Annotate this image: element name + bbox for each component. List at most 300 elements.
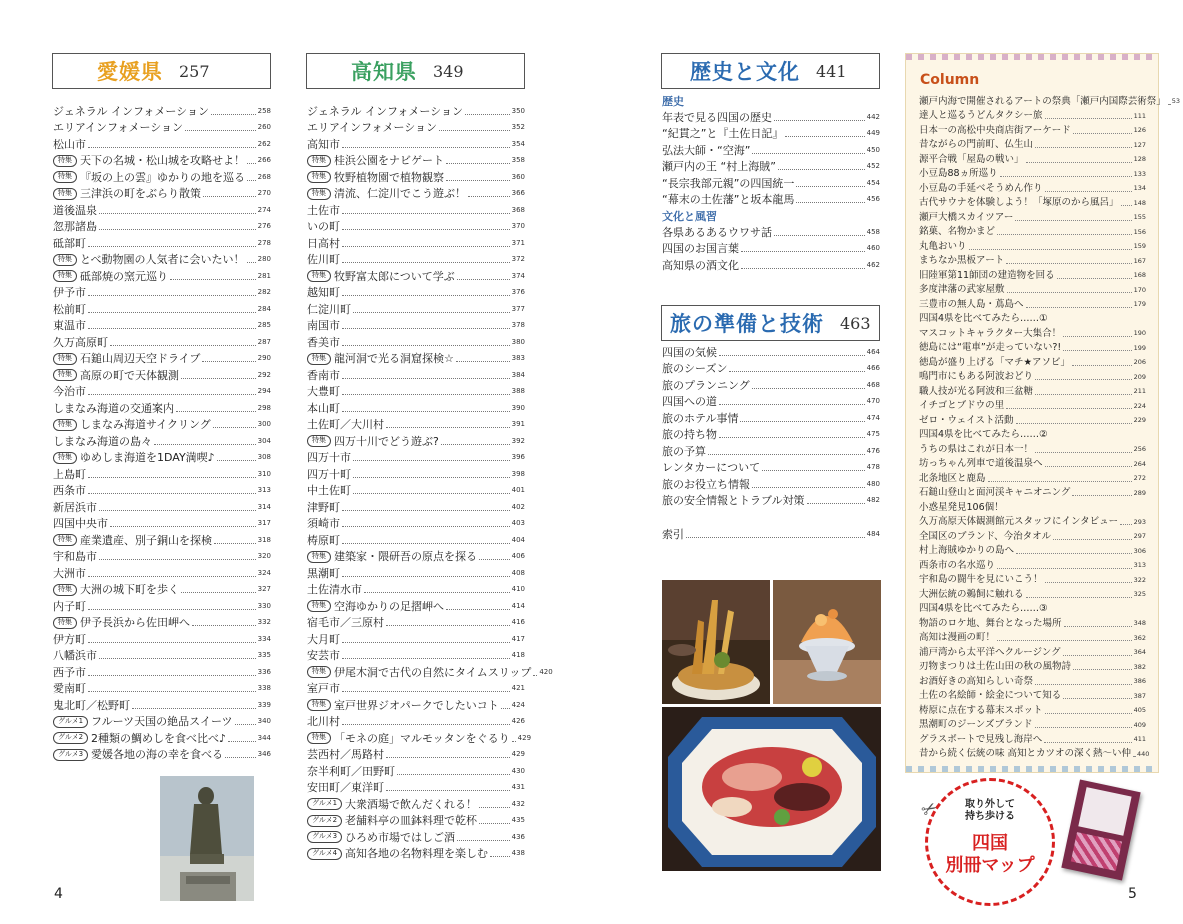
toc-entry bbox=[53, 483, 271, 500]
kochi-list bbox=[307, 103, 553, 862]
entry-page: 386 bbox=[1133, 677, 1146, 685]
toc-entry bbox=[307, 763, 525, 780]
toc-entry bbox=[662, 175, 880, 192]
entry-page: 352 bbox=[511, 123, 525, 132]
entry-label: イチゴとブドウの里 bbox=[919, 400, 1005, 411]
entry-label: 安芸市 bbox=[307, 649, 340, 663]
entry-page: 266 bbox=[257, 156, 271, 165]
column-entry bbox=[919, 254, 1146, 269]
entry-label: 土佐の名絵師・絵金について知る bbox=[919, 690, 1062, 701]
entry-label: ひろめ市場ではしご酒 bbox=[345, 830, 456, 844]
entry-label: 源平合戦「屋島の戦い」 bbox=[919, 153, 1024, 165]
tag-badge: 特集 bbox=[53, 534, 77, 546]
entry-label: ジェネラル インフォメーション bbox=[53, 104, 209, 118]
toc-entry bbox=[307, 400, 525, 417]
ehime-page: 257 bbox=[179, 61, 210, 81]
entry-label: 久万高原天体観測館元スタッフにインタビュー bbox=[919, 516, 1119, 527]
entry-label: 三豊市の無人島・蔦島へ bbox=[919, 298, 1024, 310]
column-entry bbox=[919, 486, 1146, 501]
entry-label: 高知県の酒文化 bbox=[662, 258, 739, 272]
entry-page: 370 bbox=[511, 222, 525, 231]
entry-label: 建築家・隈研吾の原点を探る bbox=[334, 550, 477, 564]
entry-label: 内子町 bbox=[53, 599, 86, 613]
column-entry bbox=[919, 370, 1146, 385]
entry-page: 424 bbox=[511, 700, 525, 709]
entry-page: 476 bbox=[866, 446, 880, 455]
toc-entry bbox=[307, 367, 525, 384]
entry-label: 土佐市 bbox=[307, 203, 340, 217]
entry-page: 416 bbox=[511, 618, 525, 627]
entry-label: 多度津藩の武家屋敷 bbox=[919, 284, 1005, 295]
column-entry bbox=[919, 674, 1146, 689]
column-entry bbox=[919, 384, 1146, 399]
entry-label: 梼原町 bbox=[307, 533, 340, 547]
toc-entry bbox=[53, 582, 271, 599]
entry-label: 仁淀川町 bbox=[307, 302, 351, 316]
column-entry bbox=[919, 225, 1146, 240]
column-entry bbox=[919, 732, 1146, 747]
toc-entry bbox=[662, 443, 880, 460]
tag-badge: 特集 bbox=[53, 270, 77, 282]
tag-badge: 特集 bbox=[307, 666, 331, 678]
entry-page: 392 bbox=[511, 436, 525, 445]
entry-label: 大衆酒場で飲んだくれる！ bbox=[345, 797, 478, 811]
entry-label: 忽那諸島 bbox=[53, 220, 97, 234]
entry-label: 伊尾木洞で古代の自然にタイムスリップ bbox=[334, 665, 532, 679]
entry-label: うちの県はこれが日本一！ bbox=[919, 443, 1034, 455]
entry-label: 新居浜市 bbox=[53, 500, 97, 514]
entry-label: 各県あるあるウワサ話 bbox=[662, 225, 772, 239]
toc-entry bbox=[307, 499, 525, 516]
entry-page: 417 bbox=[511, 634, 525, 643]
entry-label: 銘菓、名物かまど bbox=[919, 226, 996, 237]
entry-label: エリアインフォメーション bbox=[53, 121, 184, 135]
entry-label: 砥部焼の窯元巡り bbox=[80, 269, 168, 283]
toc-entry bbox=[662, 241, 880, 258]
entry-page: 405 bbox=[1133, 706, 1146, 714]
toc-entry bbox=[307, 598, 525, 615]
entry-page: 327 bbox=[257, 585, 271, 594]
column-entry bbox=[919, 138, 1146, 153]
column-entry bbox=[919, 747, 1150, 762]
toc-entry bbox=[307, 780, 525, 797]
toc-entry bbox=[662, 410, 880, 427]
entry-label: 日高村 bbox=[307, 236, 340, 250]
entry-page: 436 bbox=[511, 832, 525, 841]
toc-entry bbox=[53, 433, 271, 450]
entry-label: 室戸世界ジオパークでしたいコト bbox=[334, 698, 499, 712]
column-entry bbox=[919, 210, 1146, 225]
entry-page: 278 bbox=[257, 238, 271, 247]
entry-label: 宇和島市 bbox=[53, 550, 97, 564]
toc-entry bbox=[662, 476, 880, 493]
entry-page: 168 bbox=[1133, 271, 1146, 279]
entry-label: 丸亀おいり bbox=[919, 240, 967, 252]
entry-page: 466 bbox=[866, 364, 880, 373]
entry-label: 昔ながらの門前町、仏生山 bbox=[919, 139, 1034, 150]
entry-page: 402 bbox=[511, 502, 525, 511]
page-number-left: 4 bbox=[54, 886, 63, 902]
section-heading: 文化と風習 bbox=[662, 210, 717, 223]
promo-line1: 取り外して bbox=[965, 799, 1015, 810]
toc-entry bbox=[662, 377, 880, 394]
entry-label: 牧野植物園で植物観察 bbox=[334, 170, 444, 184]
toc-entry bbox=[307, 186, 525, 203]
entry-page: 358 bbox=[511, 156, 525, 165]
entry-page: 320 bbox=[257, 552, 271, 561]
entry-label: 愛媛各地の海の幸を食べる bbox=[91, 748, 224, 762]
column-entry bbox=[919, 196, 1146, 211]
toc-entry bbox=[307, 417, 525, 434]
entry-page: 348 bbox=[1133, 619, 1146, 627]
entry-label: 昔から続く伝統の味 高知とカツオの深く熱～い仲 bbox=[919, 748, 1132, 759]
toc-entry bbox=[53, 565, 271, 582]
entry-page: 475 bbox=[866, 430, 880, 439]
tag-badge: 特集 bbox=[53, 254, 77, 266]
toc-entry bbox=[53, 697, 271, 714]
toc-entry bbox=[307, 268, 525, 285]
entry-page: 211 bbox=[1133, 387, 1146, 395]
toc-entry bbox=[307, 664, 553, 681]
entry-label: “紀貫之”と『土佐日記』 bbox=[662, 127, 784, 141]
entry-page: 336 bbox=[257, 667, 271, 676]
tag-badge: 特集 bbox=[307, 699, 331, 711]
toc-entry bbox=[53, 450, 271, 467]
entry-page: 454 bbox=[866, 178, 880, 187]
entry-page: 322 bbox=[1133, 575, 1146, 584]
tag-badge: 特集 bbox=[53, 171, 77, 183]
entry-label: 浦戸湾から太平洋へクルージング bbox=[919, 646, 1061, 658]
entry-label: 西予市 bbox=[53, 665, 86, 679]
tag-badge: グルメ3 bbox=[307, 831, 342, 843]
column-entry bbox=[919, 152, 1146, 167]
entry-label: 八幡浜市 bbox=[53, 649, 97, 663]
column-entry bbox=[919, 109, 1146, 124]
entry-label: まちなか黒板アート bbox=[919, 255, 1005, 266]
toc-entry bbox=[53, 103, 271, 120]
toc-entry bbox=[53, 631, 271, 648]
toc-entry bbox=[307, 631, 525, 648]
entry-label: グラスボートで見残し海岸へ bbox=[919, 733, 1043, 745]
entry-page: 401 bbox=[511, 486, 525, 495]
toc-entry bbox=[307, 813, 525, 830]
entry-label: お酒好きの高知らしい奇祭 bbox=[919, 675, 1034, 687]
entry-label: 四国4県を比べてみたら……③ bbox=[919, 603, 1048, 614]
column-entry bbox=[919, 645, 1146, 660]
tag-badge: グルメ1 bbox=[307, 798, 342, 810]
toc-entry bbox=[53, 384, 271, 401]
entry-label: 黒潮町 bbox=[307, 566, 340, 580]
entry-label: しまなみ海道サイクリング bbox=[80, 418, 211, 432]
toc-entry bbox=[307, 615, 525, 632]
entry-page: 298 bbox=[257, 403, 271, 412]
entry-page: 313 bbox=[1133, 561, 1146, 569]
column-entry bbox=[919, 428, 1146, 443]
entry-label: 桂浜公園をナビゲート bbox=[334, 154, 444, 168]
tag-badge: 特集 bbox=[53, 155, 77, 167]
column-entry bbox=[919, 94, 1180, 109]
entry-label: 東温市 bbox=[53, 319, 86, 333]
entry-page: 284 bbox=[257, 304, 271, 313]
entry-label: 徳島が盛り上げる「マチ★アソビ」 bbox=[919, 356, 1071, 368]
entry-page: 449 bbox=[866, 129, 880, 138]
entry-page: 285 bbox=[257, 321, 271, 330]
toc-entry bbox=[53, 351, 271, 368]
entry-label: しまなみ海道の交通案内 bbox=[53, 401, 174, 415]
toc-entry bbox=[662, 224, 880, 241]
entry-page: 300 bbox=[257, 420, 271, 429]
entry-page: 264 bbox=[1133, 459, 1146, 468]
toc-entry bbox=[53, 334, 271, 351]
column-entry bbox=[919, 123, 1146, 138]
entry-page: 438 bbox=[511, 849, 525, 858]
entry-label: 大月町 bbox=[307, 632, 340, 646]
entry-label: 旅の持ち物 bbox=[662, 428, 717, 442]
toc-entry bbox=[53, 252, 271, 269]
toc-entry bbox=[53, 120, 271, 137]
entry-label: 高知各地の名物料理を楽しむ bbox=[345, 847, 489, 861]
toc-entry bbox=[307, 714, 525, 731]
entry-label: 四国への道 bbox=[662, 395, 717, 409]
tag-badge: 特集 bbox=[53, 369, 77, 381]
entry-label: 職人技が光る阿波和三盆糖 bbox=[919, 385, 1034, 397]
column-entry bbox=[919, 413, 1146, 428]
entry-page: 314 bbox=[257, 502, 271, 511]
entry-label: 牧野富太郎について学ぶ bbox=[334, 269, 455, 283]
entry-page: 371 bbox=[511, 238, 525, 247]
entry-page: 408 bbox=[511, 568, 525, 577]
entry-page: 133 bbox=[1133, 169, 1146, 178]
column-entry bbox=[919, 167, 1146, 182]
column-entry bbox=[919, 529, 1146, 544]
entry-label: 物語のロケ地、舞台となった場所 bbox=[919, 617, 1062, 629]
entry-label: 四国中央市 bbox=[53, 517, 108, 531]
entry-label: 黒潮町のジーンズブランド bbox=[919, 719, 1033, 730]
entry-page: 281 bbox=[257, 271, 271, 280]
entry-page: 380 bbox=[511, 337, 525, 346]
tag-badge: グルメ4 bbox=[307, 848, 342, 860]
entry-label: 西条市の名水巡り bbox=[919, 559, 996, 571]
column-entry bbox=[919, 399, 1146, 414]
entry-page: 468 bbox=[866, 380, 880, 389]
entry-page: 396 bbox=[511, 453, 525, 462]
column-entry bbox=[919, 631, 1146, 646]
entry-label: 愛南町 bbox=[53, 682, 86, 696]
entry-page: 398 bbox=[511, 469, 525, 478]
entry-page: 260 bbox=[257, 123, 271, 132]
entry-page: 268 bbox=[257, 172, 271, 181]
scissors-icon: ✂ bbox=[917, 796, 942, 823]
toc-entry bbox=[53, 169, 271, 186]
entry-page: 456 bbox=[866, 195, 880, 204]
entry-page: 53 bbox=[1171, 97, 1180, 105]
entry-page: 258 bbox=[257, 106, 271, 115]
tag-badge: 特集 bbox=[307, 155, 331, 167]
entry-label: 宇和島の闘牛を見にいこう！ bbox=[919, 574, 1043, 585]
entry-label: 老舗料亭の皿鉢料理で乾杯 bbox=[345, 814, 478, 828]
katsuo-photo bbox=[662, 707, 881, 871]
entry-label: 四万十町 bbox=[307, 467, 351, 481]
entry-page: 388 bbox=[511, 387, 525, 396]
entry-page: 167 bbox=[1133, 256, 1146, 265]
tag-badge: グルメ3 bbox=[53, 749, 88, 761]
entry-label: 旅のプランニング bbox=[662, 378, 750, 392]
toc-entry bbox=[307, 829, 525, 846]
tag-badge: グルメ1 bbox=[53, 716, 88, 728]
entry-page: 431 bbox=[511, 783, 525, 792]
toc-entry bbox=[307, 120, 525, 137]
entry-label: 弘法大師・“空海” bbox=[662, 143, 751, 157]
entry-label: 大洲市 bbox=[53, 566, 86, 580]
toc-entry bbox=[53, 153, 271, 170]
page-number-right: 5 bbox=[1128, 886, 1137, 902]
kochi-title: 高知県 bbox=[351, 60, 417, 84]
entry-label: ゆめしま海道を1DAY満喫♪ bbox=[80, 451, 215, 465]
entry-label: 大豊町 bbox=[307, 385, 340, 399]
entry-page: 318 bbox=[257, 535, 271, 544]
entry-page: 350 bbox=[511, 106, 525, 115]
entry-label: 鳴門市にもある阿波おどり bbox=[919, 371, 1034, 382]
toc-entry bbox=[662, 109, 880, 126]
entry-label: 四万十川でどう遊ぶ? bbox=[334, 434, 439, 448]
entry-page: 440 bbox=[1137, 749, 1150, 758]
toc-entry bbox=[307, 285, 525, 302]
entry-page: 435 bbox=[511, 816, 525, 825]
toc-entry bbox=[307, 846, 525, 863]
tag-badge: 特集 bbox=[53, 419, 77, 431]
entry-label: 年表で見る四国の歴史 bbox=[662, 110, 772, 124]
entry-page: 274 bbox=[257, 205, 271, 214]
prep-title: 旅の準備と技術 bbox=[670, 312, 824, 336]
entry-page: 368 bbox=[511, 205, 525, 214]
tag-badge: 特集 bbox=[307, 551, 331, 563]
entry-page: 287 bbox=[257, 337, 271, 346]
column-entry bbox=[919, 573, 1146, 588]
entry-page: 478 bbox=[866, 463, 880, 472]
prep-page: 463 bbox=[840, 313, 871, 333]
column-entry bbox=[919, 544, 1146, 559]
entry-page: 366 bbox=[511, 189, 525, 198]
toc-entry bbox=[53, 648, 271, 665]
entry-page: 429 bbox=[517, 733, 532, 742]
toc-entry bbox=[662, 192, 880, 209]
column-box bbox=[905, 53, 1180, 773]
entry-page: 460 bbox=[866, 244, 880, 253]
column-entry bbox=[919, 660, 1146, 675]
tag-badge: 特集 bbox=[53, 188, 77, 200]
column-entry bbox=[919, 558, 1146, 573]
toc-entry bbox=[53, 714, 271, 731]
entry-page: 403 bbox=[511, 519, 525, 528]
column-entry bbox=[919, 689, 1146, 704]
entry-label: 奈半利町／田野町 bbox=[307, 764, 395, 778]
toc-entry bbox=[307, 169, 525, 186]
entry-label: 刃物まつりは土佐山田の秋の風物詩 bbox=[919, 661, 1072, 672]
entry-page: 156 bbox=[1133, 227, 1146, 236]
toc-entry bbox=[662, 126, 880, 143]
toc-entry bbox=[307, 136, 525, 153]
entry-page: 360 bbox=[511, 172, 525, 181]
map-booklet bbox=[1061, 780, 1140, 881]
entry-page: 148 bbox=[1133, 198, 1146, 207]
entry-label: 砥部町 bbox=[53, 236, 86, 250]
entry-page: 450 bbox=[866, 145, 880, 154]
tag-badge: 特集 bbox=[307, 600, 331, 612]
toc-entry bbox=[53, 516, 271, 533]
entry-label: 小豆島88ヵ所巡り bbox=[919, 168, 998, 179]
column-entry bbox=[919, 312, 1146, 327]
toc-entry bbox=[307, 796, 525, 813]
entry-label: エリアインフォメーション bbox=[307, 121, 438, 135]
toc-entry bbox=[307, 384, 525, 401]
entry-page: 127 bbox=[1133, 140, 1146, 149]
tag-badge: 特集 bbox=[53, 584, 77, 596]
entry-label: 空海ゆかりの足摺岬へ bbox=[334, 599, 444, 613]
toc-entry bbox=[53, 202, 271, 219]
entry-label: いの町 bbox=[307, 220, 340, 234]
toc-entry bbox=[307, 648, 525, 665]
entry-page: 409 bbox=[1133, 720, 1146, 729]
tag-badge: 特集 bbox=[307, 171, 331, 183]
entry-page: 324 bbox=[257, 568, 271, 577]
entry-label: 旅のお役立ち情報 bbox=[662, 477, 750, 491]
entry-label: 徳島には“電車”が走っていない?! bbox=[919, 342, 1062, 353]
column-entry bbox=[919, 515, 1146, 530]
entry-page: 128 bbox=[1133, 155, 1146, 163]
entry-page: 317 bbox=[257, 519, 271, 528]
column-entry bbox=[919, 239, 1146, 254]
entry-page: 304 bbox=[257, 436, 271, 445]
statue-photo bbox=[160, 776, 254, 901]
column-title: Column bbox=[920, 72, 980, 88]
toc-entry bbox=[307, 697, 525, 714]
toc-entry bbox=[53, 301, 271, 318]
entry-page: 406 bbox=[511, 552, 525, 561]
entry-page: 390 bbox=[511, 403, 525, 412]
toc-entry bbox=[662, 257, 880, 274]
entry-label: 道後温泉 bbox=[53, 203, 97, 217]
toc-entry bbox=[53, 318, 271, 335]
index-label: 索引 bbox=[662, 527, 684, 541]
tag-badge: 特集 bbox=[307, 353, 331, 365]
toc-entry bbox=[662, 159, 880, 176]
entry-label: しまなみ海道の島々 bbox=[53, 434, 152, 448]
entry-label: 石鎚山周辺天空ドライブ bbox=[80, 352, 201, 366]
entry-label: 伊予市 bbox=[53, 286, 86, 300]
entry-page: 190 bbox=[1133, 329, 1146, 337]
entry-label: 旅の安全情報とトラブル対策 bbox=[662, 494, 805, 508]
entry-page: 474 bbox=[866, 413, 880, 422]
entry-page: 364 bbox=[1133, 648, 1146, 656]
entry-page: 325 bbox=[1133, 590, 1146, 598]
entry-page: 391 bbox=[511, 420, 525, 429]
entry-label: レンタカーについて bbox=[662, 461, 761, 475]
entry-page: 332 bbox=[257, 618, 271, 627]
entry-page: 334 bbox=[257, 634, 271, 643]
toc-entry bbox=[307, 103, 525, 120]
entry-label: 須崎市 bbox=[307, 517, 340, 531]
promo-title2: 別冊マップ bbox=[945, 854, 1035, 876]
entry-page: 362 bbox=[1133, 633, 1146, 642]
entry-page: 308 bbox=[257, 453, 271, 462]
toc-entry bbox=[662, 394, 880, 411]
entry-page: 382 bbox=[1133, 662, 1146, 671]
entry-label: 小豆島の手延べそうめん作り bbox=[919, 182, 1043, 194]
toc-entry bbox=[53, 219, 271, 236]
entry-page: 297 bbox=[1133, 532, 1146, 540]
column-entry bbox=[919, 355, 1146, 370]
entry-label: 大洲伝統の鵜飼に触れる bbox=[919, 588, 1024, 600]
